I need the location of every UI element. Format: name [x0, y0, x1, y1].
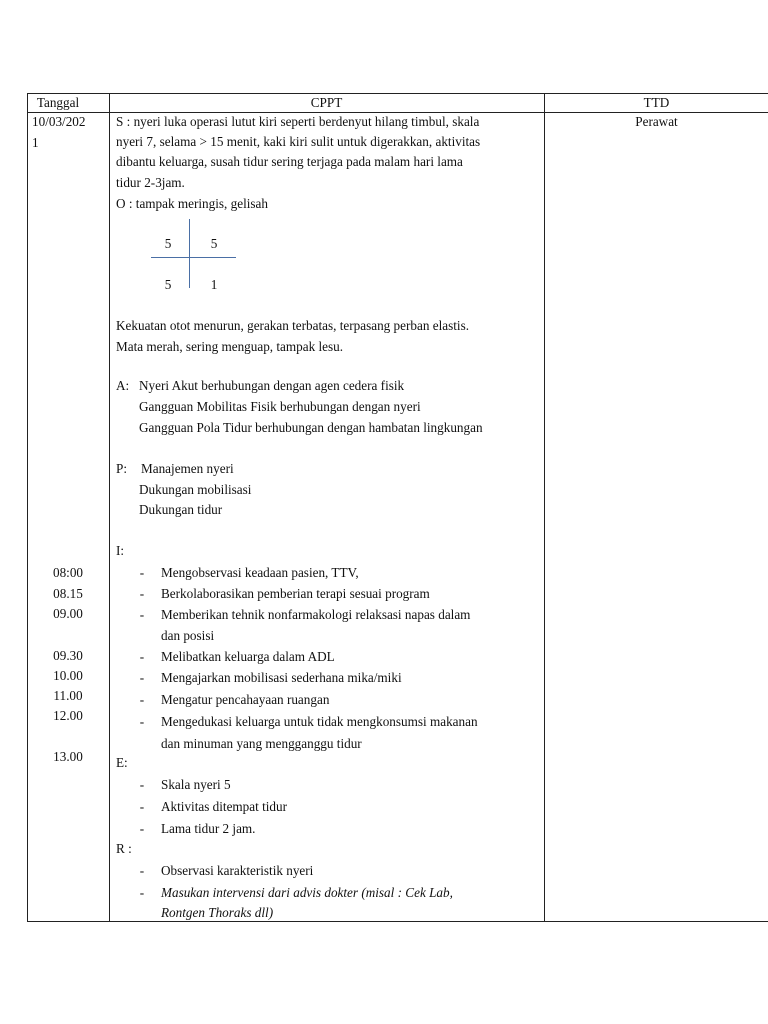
reassessment-item: Observasi karakteristik nyeri: [161, 863, 314, 878]
bullet-dash: -: [139, 692, 145, 707]
intervention-item: Memberikan tehnik nonfarmakologi relaksasi napas dalam: [161, 607, 471, 622]
intervention-item-continued: dan minuman yang mengganggu tidur: [161, 736, 362, 751]
intervention-item: Melibatkan keluarga dalam ADL: [161, 649, 335, 664]
assessment-item: Gangguan Mobilitas Fisik berhubungan dengan nyeri: [139, 399, 421, 414]
subjective-line: S : nyeri luka operasi lutut kiri seperti berdenyut hilang timbul, skala: [116, 114, 480, 129]
column-divider: [109, 94, 110, 921]
reassessment-item-continued: Rontgen Thoraks dll): [161, 905, 274, 920]
assessment-item: Nyeri Akut berhubungan dengan agen cedera fisik: [139, 378, 405, 393]
bullet-dash: -: [139, 586, 145, 601]
muscle-strength-cross-horizontal: [151, 257, 236, 258]
intervention-label: I:: [116, 543, 125, 558]
bullet-dash: -: [139, 863, 145, 878]
muscle-strength-cross-vertical: [189, 219, 190, 288]
bullet-dash: -: [139, 821, 145, 836]
column-divider: [544, 94, 545, 921]
objective-note: Mata merah, sering menguap, tampak lesu.: [116, 339, 344, 354]
reassessment-item: Masukan intervensi dari advis dokter (misal : Cek Lab,: [161, 885, 453, 900]
intervention-time: 10.00: [53, 668, 83, 683]
intervention-time: 12.00: [53, 708, 83, 723]
objective-label: O : tampak meringis, gelisah: [116, 196, 268, 211]
header-cppt: CPPT: [310, 95, 343, 110]
evaluation-item: Skala nyeri 5: [161, 777, 231, 792]
bullet-dash: -: [139, 565, 145, 580]
bullet-dash: -: [139, 670, 145, 685]
muscle-strength-bottom-left: 5: [164, 277, 172, 292]
intervention-time: 13.00: [53, 749, 83, 764]
evaluation-label: E:: [116, 755, 128, 770]
evaluation-item: Aktivitas ditempat tidur: [161, 799, 287, 814]
objective-note: Kekuatan otot menurun, gerakan terbatas, terpasang perban elastis.: [116, 318, 469, 333]
bullet-dash: -: [139, 649, 145, 664]
header-tanggal: Tanggal: [36, 95, 80, 110]
bullet-dash: -: [139, 607, 145, 622]
subjective-line: tidur 2-3jam.: [116, 175, 185, 190]
intervention-item: Mengatur pencahayaan ruangan: [161, 692, 330, 707]
subjective-line: dibantu keluarga, susah tidur sering terjaga pada malam hari lama: [116, 154, 463, 169]
bullet-dash: -: [139, 885, 145, 900]
plan-label: P:: [116, 461, 127, 476]
bullet-dash: -: [139, 799, 145, 814]
ttd-value: Perawat: [635, 114, 678, 129]
subjective-line: nyeri 7, selama > 15 menit, kaki kiri sulit untuk digerakkan, aktivitas: [116, 134, 481, 149]
intervention-time: 11.00: [53, 688, 83, 703]
plan-item: Dukungan tidur: [139, 502, 223, 517]
intervention-item-continued: dan posisi: [161, 628, 215, 643]
evaluation-item: Lama tidur 2 jam.: [161, 821, 256, 836]
reassessment-label: R :: [116, 841, 132, 856]
date-line-2: 1: [32, 135, 39, 150]
intervention-item: Mengedukasi keluarga untuk tidak mengkonsumsi makanan: [161, 714, 478, 729]
intervention-item: Mengobservasi keadaan pasien, TTV,: [161, 565, 359, 580]
intervention-time: 08.15: [53, 586, 83, 601]
intervention-time: 08:00: [52, 565, 84, 580]
muscle-strength-top-left: 5: [164, 236, 172, 251]
bullet-dash: -: [139, 714, 145, 729]
intervention-time: 09.30: [53, 648, 83, 663]
muscle-strength-bottom-right: 1: [210, 277, 218, 292]
plan-item: Dukungan mobilisasi: [139, 482, 252, 497]
bullet-dash: -: [139, 777, 145, 792]
header-ttd: TTD: [643, 95, 670, 110]
date-line-1: 10/03/202: [32, 114, 86, 129]
intervention-item: Mengajarkan mobilisasi sederhana mika/miki: [161, 670, 402, 685]
intervention-item: Berkolaborasikan pemberian terapi sesuai program: [161, 586, 430, 601]
plan-item: Manajemen nyeri: [141, 461, 234, 476]
assessment-label: A:: [116, 378, 130, 393]
assessment-item: Gangguan Pola Tidur berhubungan dengan hambatan lingkungan: [139, 420, 483, 435]
muscle-strength-top-right: 5: [210, 236, 218, 251]
intervention-time: 09.00: [53, 606, 83, 621]
